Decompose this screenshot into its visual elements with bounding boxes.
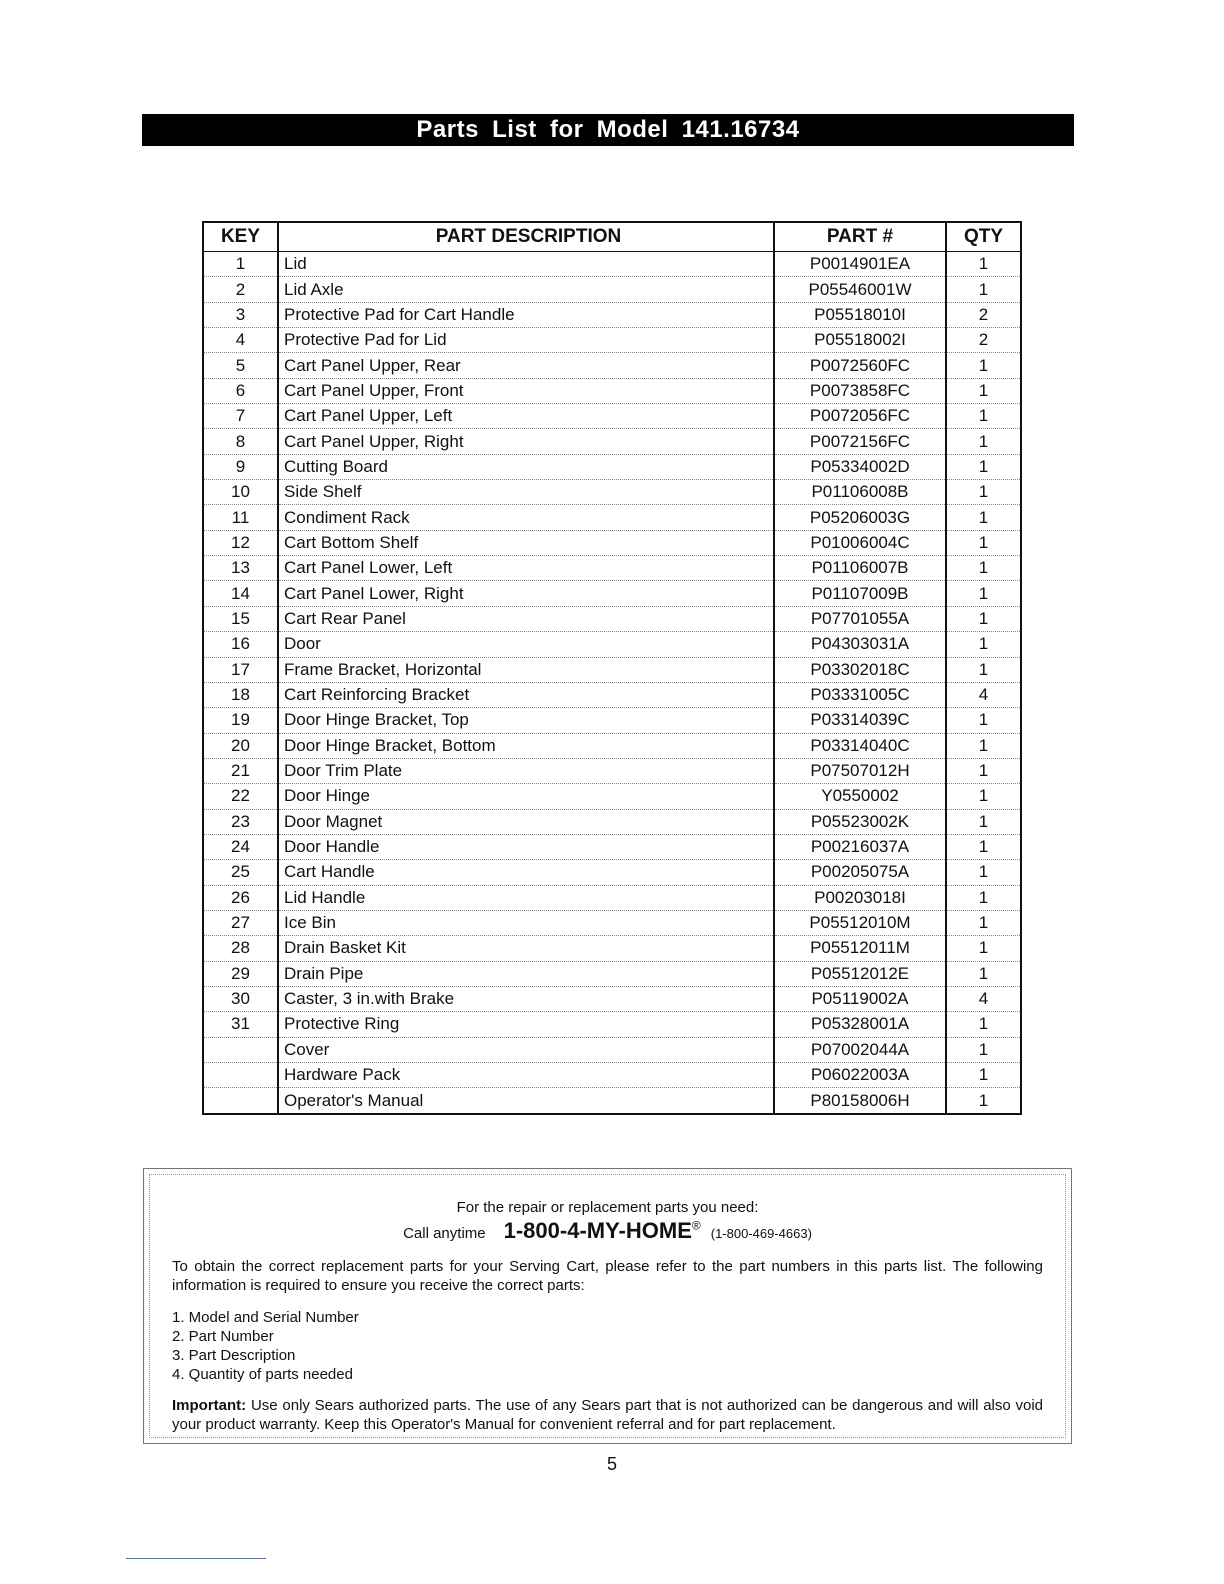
cell-qty: 1 [946,657,1021,682]
cell-qty: 1 [946,784,1021,809]
page-number: 5 [606,1454,617,1474]
cell-key: 2 [203,277,278,302]
cell-key: 20 [203,733,278,758]
cell-qty: 1 [946,277,1021,302]
cell-key: 19 [203,708,278,733]
cell-part-number: P01006004C [774,530,946,555]
cell-qty: 1 [946,1012,1021,1037]
cell-key: 6 [203,378,278,403]
header-part-number: PART # [774,222,946,252]
cell-description: Cart Panel Lower, Left [278,556,774,581]
table-row [203,708,1021,733]
table-row [203,758,1021,783]
cell-qty: 1 [946,860,1021,885]
cell-description: Side Shelf [278,480,774,505]
cell-description: Cover [278,1037,774,1062]
phone-number: 1-800-4-MY-HOME® [503,1218,701,1243]
cell-key: 10 [203,480,278,505]
cell-qty: 1 [946,581,1021,606]
list-item: 1. Model and Serial Number [172,1309,359,1326]
cell-description: Protective Pad for Lid [278,328,774,353]
cell-part-number: Y0550002 [774,784,946,809]
cell-part-number: P00216037A [774,834,946,859]
header-description: PART DESCRIPTION [278,222,774,252]
table-row [203,505,1021,530]
cell-key: 17 [203,657,278,682]
cell-key: 13 [203,556,278,581]
cell-qty: 1 [946,505,1021,530]
table-row [203,252,1021,277]
cell-part-number: P80158006H [774,1088,946,1114]
table-row [203,581,1021,606]
table-row [203,480,1021,505]
cell-description: Cart Rear Panel [278,606,774,631]
cell-key: 14 [203,581,278,606]
cell-description: Door Handle [278,834,774,859]
cell-qty: 1 [946,530,1021,555]
cell-part-number: P03314039C [774,708,946,733]
cell-description: Caster, 3 in.with Brake [278,986,774,1011]
table-row [203,353,1021,378]
cell-description: Drain Basket Kit [278,936,774,961]
cell-key [203,1088,278,1114]
cell-part-number: P0014901EA [774,252,946,277]
cell-key: 3 [203,302,278,327]
cell-qty: 1 [946,429,1021,454]
cell-qty: 1 [946,378,1021,403]
cell-key: 25 [203,860,278,885]
table-row [203,986,1021,1011]
header-key: KEY [203,222,278,252]
cell-key: 18 [203,682,278,707]
page-title-bar [142,114,1074,146]
cell-key: 15 [203,606,278,631]
cell-qty: 1 [946,252,1021,277]
table-row [203,885,1021,910]
cell-key: 24 [203,834,278,859]
table-row [203,1088,1021,1114]
cell-description: Door Trim Plate [278,758,774,783]
table-row [203,1012,1021,1037]
list-item: 3. Part Description [172,1347,296,1364]
cell-part-number: P07002044A [774,1037,946,1062]
table-row [203,378,1021,403]
cell-part-number: P0072560FC [774,353,946,378]
cell-description: Lid Axle [278,277,774,302]
call-label: Call anytime [403,1225,486,1242]
cell-description: Door [278,632,774,657]
info-box [143,1168,1072,1444]
table-row [203,454,1021,479]
important-label: Important: [172,1397,247,1414]
cell-part-number: P05334002D [774,454,946,479]
cell-description: Condiment Rack [278,505,774,530]
cell-key: 5 [203,353,278,378]
cell-description: Cart Reinforcing Bracket [278,682,774,707]
cell-part-number: P03314040C [774,733,946,758]
cell-qty: 1 [946,1063,1021,1088]
cell-part-number: P01106008B [774,480,946,505]
cell-qty: 1 [946,454,1021,479]
cell-part-number: P05328001A [774,1012,946,1037]
cell-key: 30 [203,986,278,1011]
header-qty: QTY [946,222,1021,252]
cell-description: Cart Handle [278,860,774,885]
table-row [203,961,1021,986]
table-row [203,632,1021,657]
table-row [203,936,1021,961]
cell-key: 4 [203,328,278,353]
cell-qty: 1 [946,936,1021,961]
footer-divider [126,1558,266,1559]
cell-qty: 1 [946,809,1021,834]
cell-description: Door Hinge Bracket, Bottom [278,733,774,758]
cell-key [203,1037,278,1062]
table-row [203,784,1021,809]
cell-qty: 1 [946,708,1021,733]
cell-part-number: P0072056FC [774,404,946,429]
cell-qty: 2 [946,328,1021,353]
cell-part-number: P05546001W [774,277,946,302]
cell-qty: 1 [946,480,1021,505]
cell-description: Frame Bracket, Horizontal [278,657,774,682]
cell-description: Cart Panel Upper, Rear [278,353,774,378]
table-row [203,328,1021,353]
cell-key: 16 [203,632,278,657]
cell-key: 1 [203,252,278,277]
cell-part-number: P05119002A [774,986,946,1011]
table-row [203,834,1021,859]
cell-qty: 1 [946,404,1021,429]
info-box-inner [149,1174,1066,1438]
cell-key: 27 [203,910,278,935]
cell-qty: 4 [946,682,1021,707]
cell-key: 28 [203,936,278,961]
cell-part-number: P05512011M [774,936,946,961]
cell-description: Cutting Board [278,454,774,479]
table-row [203,733,1021,758]
cell-qty: 1 [946,606,1021,631]
table-row [203,277,1021,302]
cell-description: Cart Panel Upper, Front [278,378,774,403]
registered-mark: ® [691,1218,701,1233]
parts-table-body [203,252,1021,1114]
cell-part-number: P0073858FC [774,378,946,403]
cell-key: 9 [203,454,278,479]
cell-part-number: P05206003G [774,505,946,530]
table-row [203,682,1021,707]
table-row [203,657,1021,682]
cell-description: Door Hinge Bracket, Top [278,708,774,733]
cell-qty: 1 [946,885,1021,910]
cell-part-number: P05512010M [774,910,946,935]
cell-qty: 1 [946,910,1021,935]
cell-part-number: P06022003A [774,1063,946,1088]
cell-key: 21 [203,758,278,783]
important-note [172,1396,1043,1434]
cell-qty: 2 [946,302,1021,327]
cell-part-number: P05523002K [774,809,946,834]
cell-qty: 1 [946,758,1021,783]
cell-qty: 1 [946,556,1021,581]
table-row [203,404,1021,429]
cell-qty: 1 [946,353,1021,378]
table-row [203,530,1021,555]
table-row [203,302,1021,327]
cell-description: Cart Bottom Shelf [278,530,774,555]
cell-description: Protective Pad for Cart Handle [278,302,774,327]
cell-qty: 1 [946,961,1021,986]
cell-qty: 1 [946,1088,1021,1114]
cell-description: Ice Bin [278,910,774,935]
table-row [203,606,1021,631]
page-title: Parts List for Model 141.16734 [416,116,800,143]
cell-qty: 1 [946,733,1021,758]
info-call-line [150,1218,1065,1244]
cell-key [203,1063,278,1088]
cell-part-number: P0072156FC [774,429,946,454]
info-paragraph: To obtain the correct replacement parts for your Serving Cart, please refer to the part numbers in this parts list. The following information is required to ensure you receive the correct parts: [172,1258,1043,1294]
cell-qty: 1 [946,834,1021,859]
cell-description: Cart Panel Lower, Right [278,581,774,606]
cell-description: Drain Pipe [278,961,774,986]
cell-description: Door Hinge [278,784,774,809]
cell-key: 12 [203,530,278,555]
cell-part-number: P01107009B [774,581,946,606]
parts-table [202,221,1022,1115]
table-row [203,910,1021,935]
cell-key: 7 [203,404,278,429]
cell-key: 23 [203,809,278,834]
cell-part-number: P01106007B [774,556,946,581]
table-header-row [203,222,1021,252]
important-text: Use only Sears authorized parts. The use of any Sears part that is not authorized can be dangerous and will also void your product warranty. Keep this Operator's Manual for convenient referral and for part replacement. [172,1397,1043,1433]
cell-description: Operator's Manual [278,1088,774,1114]
phone-number-alt: (1-800-469-4663) [710,1226,812,1241]
table-row [203,860,1021,885]
table-row [203,809,1021,834]
cell-description: Protective Ring [278,1012,774,1037]
cell-qty: 1 [946,1037,1021,1062]
info-intro: For the repair or replacement parts you need: [456,1199,759,1216]
cell-key: 22 [203,784,278,809]
cell-part-number: P03331005C [774,682,946,707]
table-row [203,1063,1021,1088]
table-row [203,556,1021,581]
required-info-list [172,1308,359,1384]
cell-qty: 1 [946,632,1021,657]
cell-description: Door Magnet [278,809,774,834]
cell-description: Lid Handle [278,885,774,910]
cell-key: 31 [203,1012,278,1037]
cell-key: 26 [203,885,278,910]
table-row [203,429,1021,454]
cell-key: 29 [203,961,278,986]
cell-part-number: P07507012H [774,758,946,783]
cell-part-number: P04303031A [774,632,946,657]
cell-part-number: P05512012E [774,961,946,986]
cell-part-number: P05518002I [774,328,946,353]
cell-part-number: P03302018C [774,657,946,682]
cell-part-number: P07701055A [774,606,946,631]
cell-part-number: P00203018I [774,885,946,910]
cell-description: Cart Panel Upper, Right [278,429,774,454]
cell-key: 11 [203,505,278,530]
list-item: 4. Quantity of parts needed [172,1366,353,1383]
cell-qty: 4 [946,986,1021,1011]
cell-key: 8 [203,429,278,454]
list-item: 2. Part Number [172,1328,274,1345]
cell-part-number: P00205075A [774,860,946,885]
cell-part-number: P05518010I [774,302,946,327]
cell-description: Hardware Pack [278,1063,774,1088]
table-row [203,1037,1021,1062]
cell-description: Cart Panel Upper, Left [278,404,774,429]
cell-description: Lid [278,252,774,277]
